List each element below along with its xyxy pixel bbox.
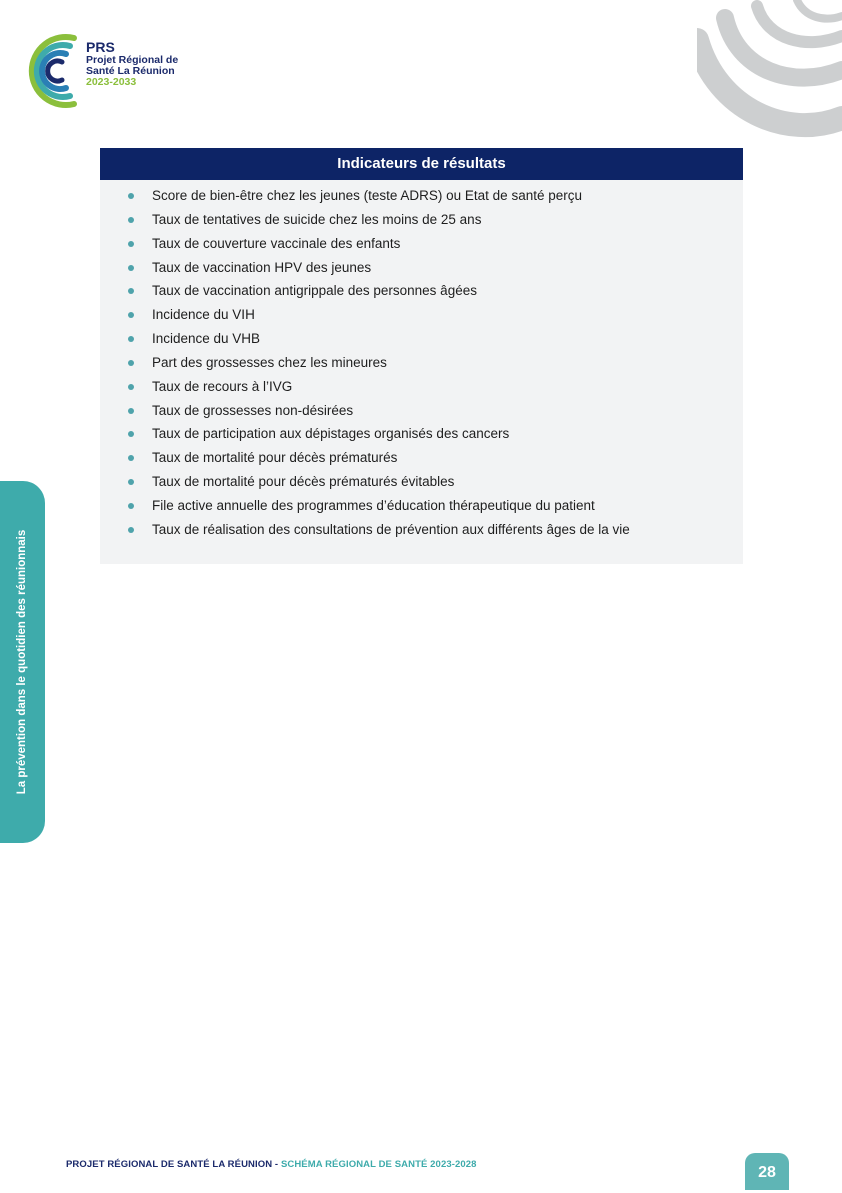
list-item-text: Taux de vaccination HPV des jeunes bbox=[152, 259, 372, 275]
corner-decoration-icon bbox=[697, 0, 842, 160]
logo-acronym: PRS bbox=[86, 39, 115, 55]
list-item bbox=[100, 327, 743, 351]
list-item-text: Taux de tentatives de suicide chez les moins de 25 ans bbox=[152, 211, 482, 227]
bullet-icon bbox=[128, 455, 134, 461]
bullet-icon bbox=[128, 193, 134, 199]
list-item bbox=[100, 422, 743, 446]
chapter-side-tab bbox=[0, 481, 45, 843]
list-item bbox=[100, 232, 743, 256]
list-item bbox=[100, 518, 743, 542]
list-item-text: Taux de recours à l’IVG bbox=[152, 378, 293, 394]
logo-text bbox=[86, 40, 178, 88]
list-item-text: Part des grossesses chez les mineures bbox=[152, 354, 387, 370]
results-indicators-panel bbox=[100, 148, 743, 564]
bullet-icon bbox=[128, 288, 134, 294]
bullet-icon bbox=[128, 431, 134, 437]
list-item bbox=[100, 279, 743, 303]
list-item-text: Incidence du VIH bbox=[152, 307, 255, 323]
prs-arcs-icon bbox=[24, 30, 84, 112]
prs-logo bbox=[24, 30, 224, 112]
bullet-icon bbox=[128, 479, 134, 485]
bullet-icon bbox=[128, 312, 134, 318]
page-footer bbox=[66, 1159, 477, 1170]
list-item bbox=[100, 399, 743, 423]
logo-line-1: Projet Régional de bbox=[86, 53, 179, 66]
list-item bbox=[100, 470, 743, 494]
chapter-side-tab-label: La prévention dans le quotidien des réunionnais bbox=[16, 529, 28, 795]
list-item-text: Taux de vaccination antigrippale des personnes âgées bbox=[152, 283, 477, 299]
list-item bbox=[100, 375, 743, 399]
list-item bbox=[100, 303, 743, 327]
bullet-icon bbox=[128, 265, 134, 271]
bullet-icon bbox=[128, 241, 134, 247]
list-item-text: File active annuelle des programmes d’éducation thérapeutique du patient bbox=[152, 497, 595, 513]
bullet-icon bbox=[128, 360, 134, 366]
list-item bbox=[100, 208, 743, 232]
logo-line-2: Santé La Réunion bbox=[86, 64, 175, 77]
list-item-text: Score de bien-être chez les jeunes (teste ADRS) ou Etat de santé perçu bbox=[152, 188, 582, 203]
results-title: Indicateurs de résultats bbox=[100, 148, 743, 180]
bullet-icon bbox=[128, 384, 134, 390]
list-item bbox=[100, 446, 743, 470]
logo-years: 2023-2033 bbox=[86, 75, 137, 88]
list-item bbox=[100, 494, 743, 518]
bullet-icon bbox=[128, 527, 134, 533]
bullet-icon bbox=[128, 408, 134, 414]
bullet-icon bbox=[128, 217, 134, 223]
bullet-icon bbox=[128, 336, 134, 342]
list-item-text: Taux de réalisation des consultations de prévention aux différents âges de la vie bbox=[152, 521, 630, 537]
list-item bbox=[100, 184, 743, 208]
list-item-text: Taux de participation aux dépistages organisés des cancers bbox=[152, 426, 510, 442]
list-item-text: Taux de mortalité pour décès prématurés bbox=[152, 450, 398, 466]
list-item bbox=[100, 256, 743, 280]
list-item bbox=[100, 351, 743, 375]
footer-schema-title: SCHÉMA RÉGIONAL DE SANTÉ 2023-2028 bbox=[280, 1159, 477, 1170]
footer-project-title: PROJET RÉGIONAL DE SANTÉ LA RÉUNION - bbox=[66, 1159, 281, 1170]
list-item-text: Taux de mortalité pour décès prématurés évitables bbox=[152, 474, 455, 490]
page-number: 28 bbox=[745, 1153, 789, 1190]
bullet-icon bbox=[128, 503, 134, 509]
list-item-text: Taux de couverture vaccinale des enfants bbox=[152, 235, 401, 251]
list-item-text: Taux de grossesses non-désirées bbox=[152, 402, 354, 418]
results-list bbox=[100, 180, 743, 542]
list-item-text: Incidence du VHB bbox=[152, 331, 261, 347]
